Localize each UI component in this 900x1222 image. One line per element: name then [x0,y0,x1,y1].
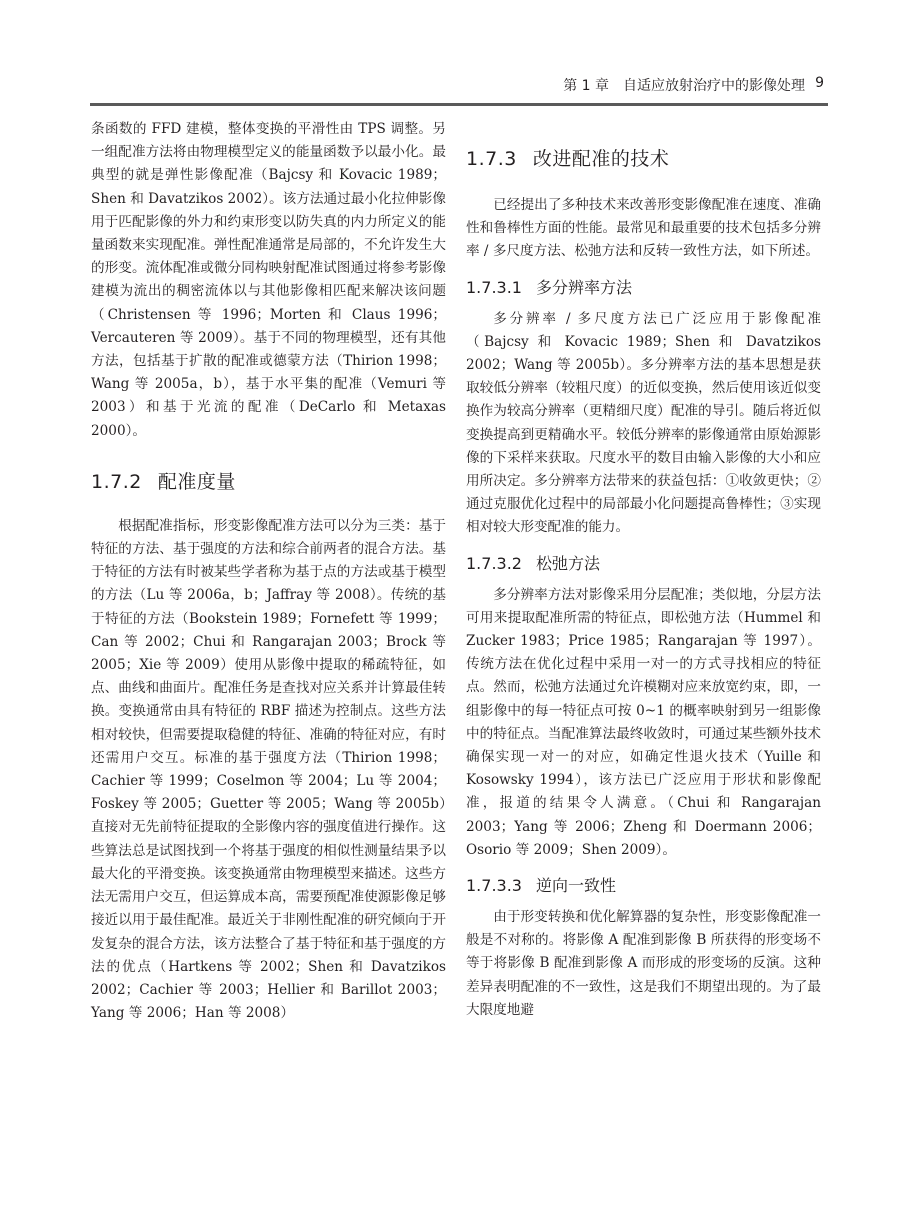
relaxation-paragraph: 多分辨率方法对影像采用分层配准；类似地，分层方法可用来提取配准所需的特征点，即松弛方法（Hummel 和 Zucker 1983；Price 1985；Rangarajan 等 1997）。传统方法在优化过程中采用一对一的方式寻找相应的特征点。然而，松弛方法通过允许模糊对应来放宽约束，即，一组影像中的每一特征点可按 0~1 的概率映射到另一组影像中的特征点。当配准算法最终收敛时，可通过某些额外技术确保实现一对一的对应，如确定性退火技术（Yuille 和 Kosowsky 1994），该方法已广泛应用于形状和影像配准，报道的结果令人满意。（Chui 和 Rangarajan 2003；Yang 等 2006；Zheng 和 Doermann 2006；Osorio 等 2009；Shen 2009）。 [466,586,821,858]
multiresolution-paragraph: 多分辨率 / 多尺度方法已广泛应用于影像配准（Bajcsy 和 Kovacic 1989；Shen 和 Davatzikos 2002；Wang 等 2005b）。多分辨率方法的基本思想是获取较低分辨率（较粗尺度）的近似变换，然后使用该近似变换作为较高分辨率（更精细尺度）配准的导引。随后将近似变换提高到更精确水平。较低分辨率的影像通常由原始源影像的下采样来获取。尺度水平的数目由输入影像的大小和应用所决定。多分辨率方法带来的获益包括：①收敛更快；②通过克服优化过程中的局部最小化问题提高鲁棒性；③实现相对较大形变配准的能力。 [466,310,821,536]
subsection-number: 1.7.3.3 [466,876,522,896]
subsection-title: 逆向一致性 [535,876,616,896]
subsection-heading-1-7-3-3 [466,875,821,897]
left-column [91,118,446,1025]
section-title: 配准度量 [157,470,236,493]
subsection-number: 1.7.3.2 [466,553,522,573]
subsection-title: 多分辨率方法 [535,277,632,297]
section-number: 1.7.3 [466,148,517,170]
registration-metrics-paragraph: 根据配准指标，形变影像配准方法可以分为三类：基于特征的方法、基于强度的方法和综合前两者的混合方法。基于特征的方法有时被某些学者称为基于点的方法或基于模型的方法（Lu 等 2006a，b；Jaffray 等 2008）。传统的基于特征的方法（Bookstein 1989；Fornefett 等 1999；Can 等 2002；Chui 和 Rangarajan 2003；Brock 等 2005；Xie 等 2009）使用从影像中提取的稀疏特征，如点、曲线和曲面片。配准任务是查找对应关系并计算最佳转换。变换通常由具有特征的 RBF 描述为控制点。这些方法相对较快，但需要提取稳健的特征、准确的特征对应，有时还需用户交互。标准的基于强度方法（Thirion 1998；Cachier 等 1999；Coselmon 等 2004；Lu 等 2004；Foskey 等 2005；Guetter 等 2005；Wang 等 2005b）直接对无先前特征提取的全影像内容的强度值进行操作。这些算法总是试图找到一个将基于强度的相似性测量结果予以最大化的平滑变换。该变换通常由物理模型来描述。这些方法无需用户交互，但运算成本高，需要预配准使源影像足够接近以用于最佳配准。最近关于非刚性配准的研究倾向于开发复杂的混合方法，该方法整合了基于特征和基于强度的方法的优点（Hartkens 等 2002；Shen 和 Davatzikos 2002；Cachier 等 2003；Hellier 和 Barillot 2003；Yang 等 2006；Han 等 2008） [91,517,446,1022]
section-title: 改进配准的技术 [532,148,670,170]
section-heading-1-7-3 [466,146,821,172]
running-head: 第 1 章 自适应放射治疗中的影像处理 [563,78,805,94]
subsection-heading-1-7-3-1 [466,277,821,299]
improvement-intro-paragraph: 已经提出了多种技术来改善形变影像配准在速度、准确性和鲁棒性方面的性能。最常见和最重要的技术包括多分辨率 / 多尺度方法、松弛方法和反转一致性方法，如下所述。 [466,197,821,260]
left-paragraph-continuation: 条函数的 FFD 建模，整体变换的平滑性由 TPS 调整。另一组配准方法将由物理模型定义的能量函数予以最小化。最典型的就是弹性影像配准（Bajcsy 和 Kovacic 1989；Shen 和 Davatzikos 2002）。该方法通过最小化拉伸影像用于匹配影像的外力和约束形变以防失真的内力所定义的能量函数来实现配准。弹性配准通常是局部的，不允许发生大的形变。流体配准或微分同构映射配准试图通过将参考影像建模为流出的稠密流体以与其他影像相匹配来解决该问题（Christensen 等 1996；Morten 和 Claus 1996；Vercauteren 等 2009）。基于不同的物理模型，还有其他方法，包括基于扩散的配准或德蒙方法（Thirion 1998；Wang 等 2005a，b），基于水平集的配准（Vemuri 等 2003）和基于光流的配准（DeCarlo 和 Metaxas 2000）。 [91,121,446,439]
inverse-consistency-paragraph: 由于形变转换和优化解算器的复杂性，形变影像配准一般是不对称的。将影像 A 配准到影像 B 所获得的形变场不等于将影像 B 配准到影像 A 而形成的形变场的反演。这种差异表明配准的不一致性，这是我们不期望出现的。为了最大限度地避 [466,909,821,1018]
header-rule [90,103,828,106]
right-column [466,118,821,1022]
page-number: 9 [815,75,824,91]
subsection-heading-1-7-3-2 [466,553,821,575]
section-heading-1-7-2 [91,469,446,495]
subsection-number: 1.7.3.1 [466,277,522,297]
section-number: 1.7.2 [91,470,142,493]
subsection-title: 松弛方法 [535,553,600,573]
